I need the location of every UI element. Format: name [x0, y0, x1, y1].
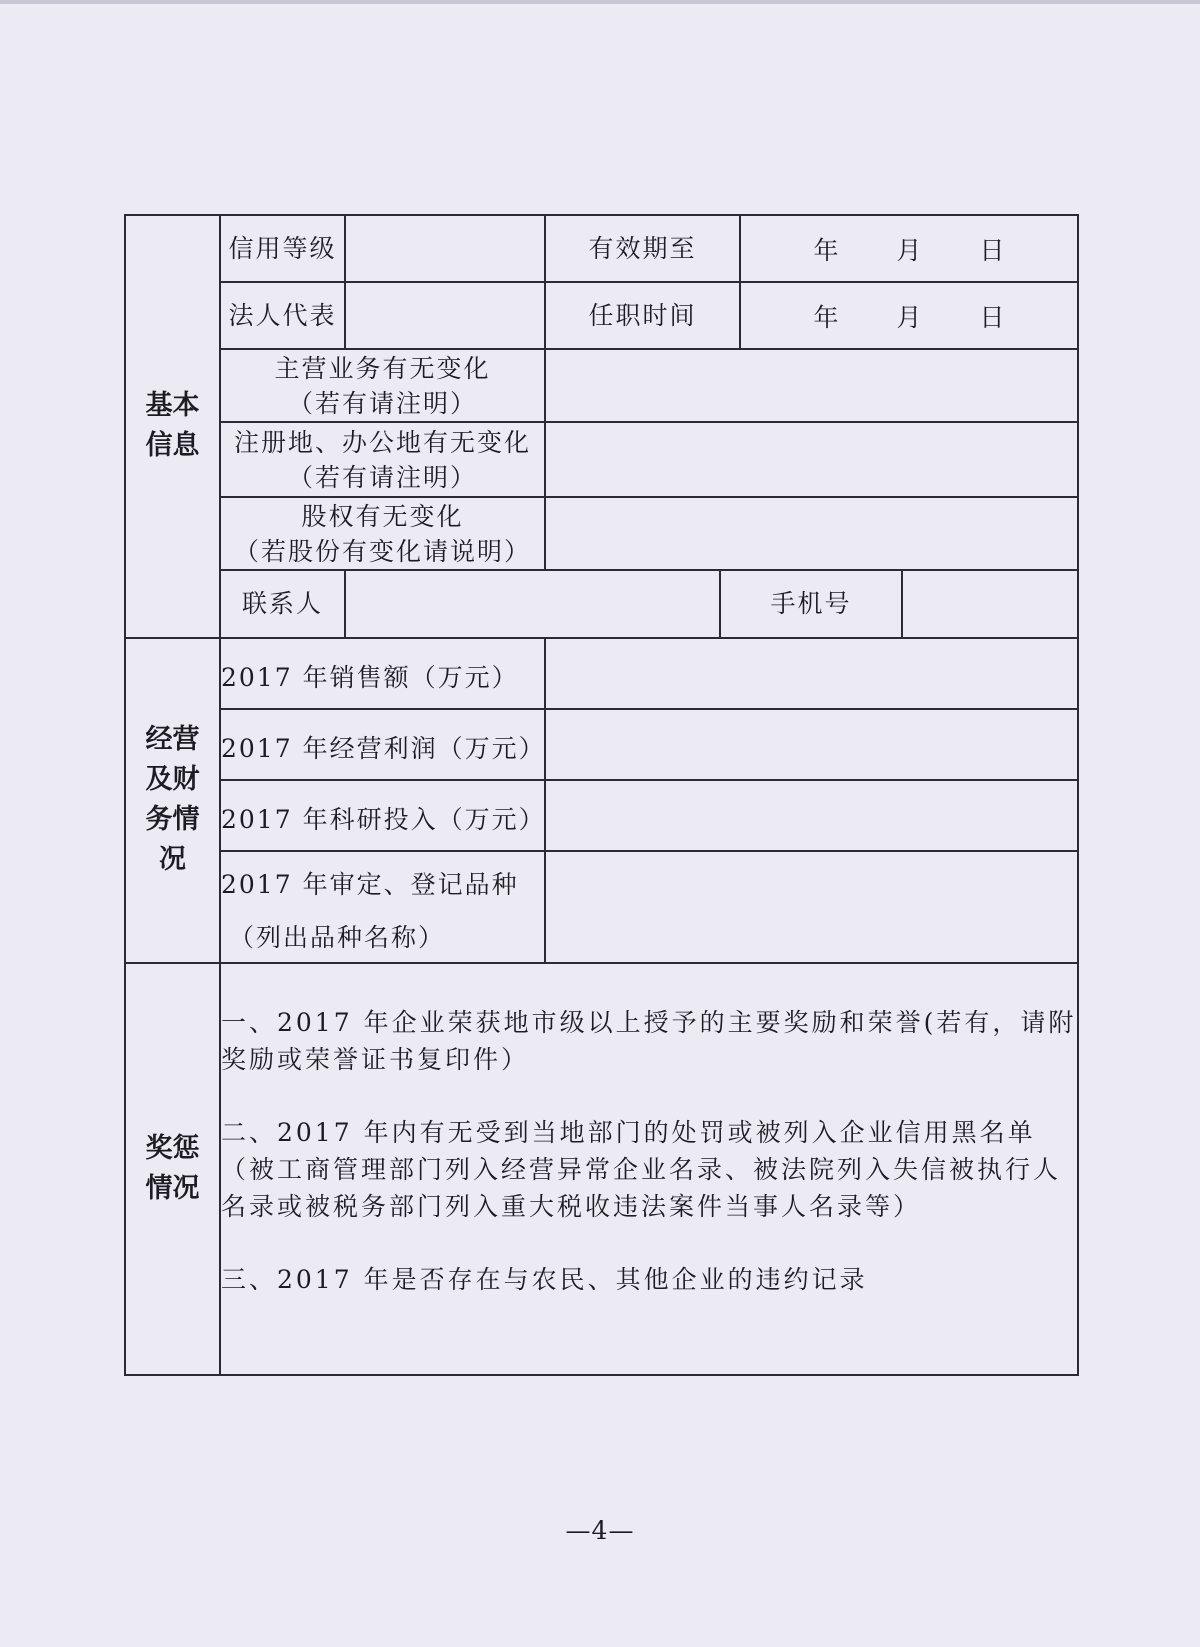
profit-value[interactable] [545, 709, 1078, 780]
main-business-label-line2: （若有请注明） [287, 388, 477, 418]
award-item-1: 一、2017 年企业荣获地市级以上授予的主要奖励和荣誉(若有，请附奖励或荣誉证书复印件） [221, 1007, 1077, 1074]
address-change-value[interactable] [545, 422, 1078, 497]
address-change-label-line1: 注册地、办公地有无变化 [233, 427, 531, 457]
award-item-3: 三、2017 年是否存在与农民、其他企业的违约记录 [221, 1264, 868, 1294]
award-content[interactable] [220, 963, 1078, 1376]
address-change-label [220, 422, 545, 497]
legal-rep-value[interactable] [345, 282, 545, 349]
scan-edge [0, 0, 1200, 4]
section-basic-label: 基本信息 [145, 390, 200, 462]
varieties-label-line1: 2017 年审定、登记品种 [221, 869, 519, 899]
month-unit: 月 [896, 235, 922, 265]
enterprise-info-form [124, 214, 1079, 1376]
award-item-2: 二、2017 年内有无受到当地部门的处罚或被列入企业信用黑名单（被工商管理部门列入经营异常企业名录、被法院列入失信被执行人名录或被税务部门列入重大税收违法案件当事人名录等） [221, 1117, 1062, 1221]
sales-label-text: 2017 年销售额（万元） [221, 662, 519, 692]
tenure-label: 任职时间 [545, 282, 740, 349]
section-award [125, 963, 220, 1376]
year-unit: 年 [813, 302, 839, 332]
section-basic-info [125, 215, 220, 638]
section-finance-label: 经营及财务情况 [145, 724, 200, 875]
main-business-label-line1: 主营业务有无变化 [274, 353, 491, 383]
varieties-label [220, 851, 545, 963]
rd-label-text: 2017 年科研投入（万元） [221, 804, 546, 834]
valid-until-label: 有效期至 [545, 215, 740, 282]
section-finance [125, 638, 220, 963]
address-change-label-line2: （若有请注明） [287, 462, 477, 492]
equity-change-value[interactable] [545, 497, 1078, 570]
page-number: —4— [565, 1516, 635, 1545]
valid-until-date[interactable] [740, 215, 1078, 282]
contact-value[interactable] [345, 570, 720, 637]
phone-value[interactable] [902, 570, 1078, 637]
section-award-label: 奖惩情况 [145, 1132, 200, 1204]
main-business-value[interactable] [545, 349, 1078, 422]
main-business-label [220, 349, 545, 422]
rd-value[interactable] [545, 780, 1078, 851]
varieties-value[interactable] [545, 851, 1078, 963]
day-unit: 日 [979, 302, 1005, 332]
profit-label [220, 709, 545, 780]
equity-change-label-line1: 股权有无变化 [301, 501, 464, 531]
year-unit: 年 [813, 235, 839, 265]
legal-rep-label: 法人代表 [220, 282, 345, 349]
contact-label: 联系人 [220, 570, 345, 637]
varieties-label-line2: （列出品种名称） [229, 922, 446, 952]
sales-value[interactable] [545, 638, 1078, 709]
credit-level-value[interactable] [345, 215, 545, 282]
tenure-date[interactable] [740, 282, 1078, 349]
rd-label [220, 780, 545, 851]
equity-change-label [220, 497, 545, 570]
sales-label [220, 638, 545, 709]
equity-change-label-line2: （若股份有变化请说明） [233, 536, 531, 566]
profit-label-text: 2017 年经营利润（万元） [221, 733, 546, 763]
credit-level-label: 信用等级 [220, 215, 345, 282]
month-unit: 月 [896, 302, 922, 332]
phone-label: 手机号 [720, 570, 902, 637]
day-unit: 日 [979, 235, 1005, 265]
